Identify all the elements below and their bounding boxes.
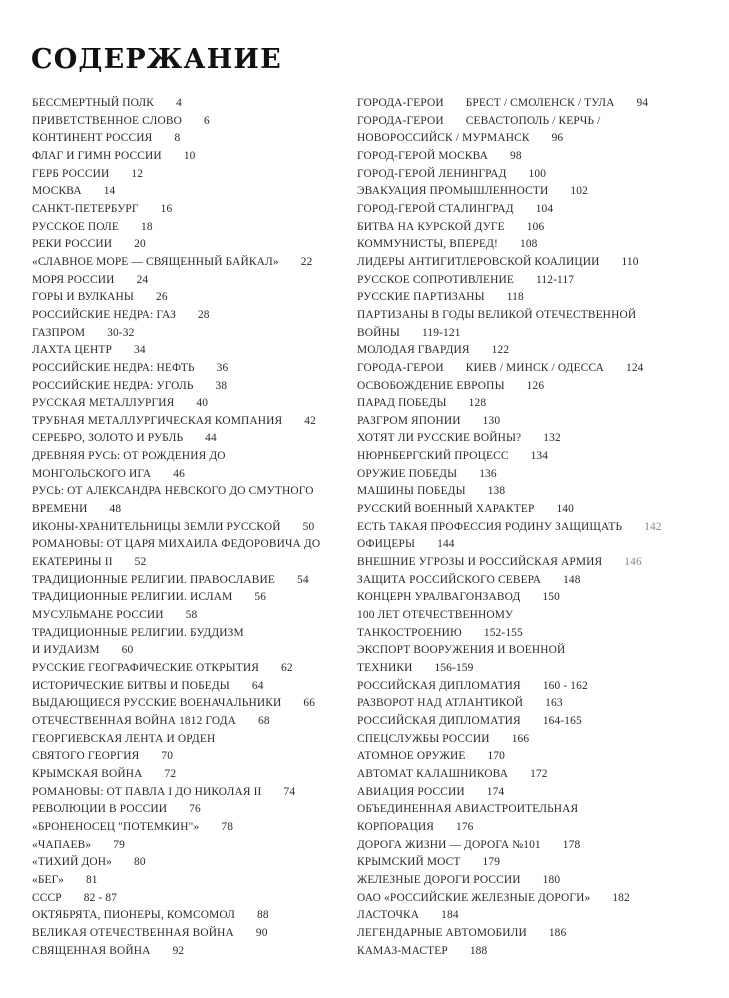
toc-page-number: 164-165: [542, 714, 582, 727]
toc-entry-subtitle: КИЕВ / МИНСК / ОДЕССА: [465, 361, 604, 374]
toc-page-number: 188: [469, 944, 488, 957]
toc-entry-title: МОСКВА: [32, 185, 82, 198]
toc-entry-title: РАЗВОРОТ НАД АТЛАНТИКОЙ: [357, 697, 524, 710]
toc-entry: [357, 413, 717, 431]
toc-page-number: 18: [141, 220, 153, 233]
toc-entry-title: КОНТИНЕНТ РОССИЯ: [32, 132, 153, 145]
toc-entry: [32, 166, 350, 184]
toc-entry-title: ДОРОГА ЖИЗНИ — ДОРОГА №101: [357, 838, 541, 851]
toc-page-number: 30-32: [107, 326, 135, 339]
toc-entry: [32, 254, 350, 272]
toc-entry-title: ПАРАД ПОБЕДЫ: [357, 397, 447, 410]
toc-page-number: 70: [161, 750, 174, 763]
toc-entry-title: КОММУНИСТЫ, ВПЕРЕД!: [357, 238, 498, 251]
toc-entry: [32, 307, 350, 325]
toc-entry: [32, 943, 350, 961]
toc-page-number: 44: [205, 432, 217, 445]
toc-page-number: 54: [297, 573, 309, 586]
toc-entry-title: ЭВАКУАЦИЯ ПРОМЫШЛЕННОСТИ: [357, 185, 549, 198]
toc-entry-title: ТРАДИЦИОННЫЕ РЕЛИГИИ. ПРАВОСЛАВИЕ: [32, 573, 276, 586]
toc-entry: [357, 589, 717, 607]
toc-entry-title: АВИАЦИЯ РОССИИ: [357, 785, 465, 798]
toc-entry-title: И ИУДАИЗМ: [32, 644, 100, 657]
toc-entry: [32, 183, 350, 201]
toc-page-number: 78: [221, 820, 234, 833]
toc-entry-title: ВЫДАЮЩИЕСЯ РУССКИЕ ВОЕНАЧАЛЬНИКИ: [32, 697, 282, 710]
toc-page-number: 124: [625, 361, 644, 374]
toc-entry: [357, 784, 717, 802]
toc-page-number: 66: [303, 697, 316, 710]
toc-entry-title: ВНЕШНИЕ УГРОЗЫ И РОССИЙСКАЯ АРМИЯ: [357, 556, 603, 569]
toc-entry-title: ЛАСТОЧКА: [357, 909, 420, 922]
toc-entry: [32, 784, 350, 802]
toc-entry: [32, 907, 350, 925]
toc-entry: [357, 395, 717, 413]
toc-entry-title: ЭКСПОРТ ВООРУЖЕНИЯ И ВОЕННОЙ: [357, 644, 566, 657]
toc-page-number: 58: [185, 609, 198, 622]
toc-page-number: 184: [441, 909, 459, 922]
toc-page-number: 112-117: [536, 273, 575, 286]
toc-entry-title: ГЕРБ РОССИИ: [32, 167, 110, 180]
toc-entry-title: РАЗГРОМ ЯПОНИИ: [357, 414, 461, 427]
toc-entry: [357, 272, 717, 290]
toc-entry: [357, 166, 717, 184]
toc-page-number: 10: [183, 149, 196, 162]
toc-entry: [32, 766, 350, 784]
toc-entry-title: ГЕОРГИЕВСКАЯ ЛЕНТА И ОРДЕН: [32, 732, 216, 745]
toc-entry-title: МАШИНЫ ПОБЕДЫ: [357, 485, 466, 498]
toc-entry-title: ЕСТЬ ТАКАЯ ПРОФЕССИЯ РОДИНУ ЗАЩИЩАТЬ: [357, 520, 623, 533]
toc-page-number: 182: [612, 891, 630, 904]
toc-entry: [32, 642, 350, 660]
toc-entry-title: БЕССМЕРТНЫЙ ПОЛК: [32, 97, 155, 109]
toc-entry: [357, 325, 717, 343]
toc-page-number: 88: [257, 909, 269, 922]
page-title: СОДЕРЖАНИЕ: [31, 44, 282, 75]
toc-page-number: 6: [203, 114, 210, 127]
toc-page-number: 119-121: [421, 326, 461, 339]
toc-entry-title: «СЛАВНОЕ МОРЕ — СВЯЩЕННЫЙ БАЙКАЛ»: [32, 255, 279, 268]
toc-page-number: 79: [113, 838, 125, 851]
toc-entry: [32, 678, 350, 696]
toc-entry-title: АВТОМАТ КАЛАШНИКОВА: [357, 767, 509, 780]
toc-page-number: 130: [482, 414, 501, 427]
toc-page-number: 36: [216, 361, 229, 374]
toc-entry-title: ОАО «РОССИЙСКИЕ ЖЕЛЕЗНЫЕ ДОРОГИ»: [357, 891, 591, 904]
toc-page-number: 163: [545, 697, 563, 710]
toc-entry: [32, 342, 350, 360]
toc-entry: [357, 483, 717, 501]
toc-entry: [32, 713, 350, 731]
toc-entry-subtitle: СЕВАСТОПОЛЬ / КЕРЧЬ /: [465, 114, 601, 127]
toc-entry-title: ГАЗПРОМ: [32, 326, 86, 339]
toc-entry: [357, 430, 717, 448]
toc-page-number: 28: [197, 308, 210, 321]
toc-page-number: 81: [85, 873, 98, 886]
toc-entry: [357, 219, 717, 237]
toc-entry: [357, 254, 717, 272]
toc-entry: [357, 95, 717, 113]
toc-entry-title: РОМАНОВЫ: ОТ ПАВЛА I ДО НИКОЛАЯ II: [32, 785, 262, 798]
toc-entry: [357, 307, 717, 325]
toc-page-number: 90: [255, 926, 268, 939]
toc-page-number: 172: [530, 767, 548, 780]
toc-entry-title: «БЕГ»: [32, 873, 64, 886]
toc-entry-title: «БРОНЕНОСЕЦ "ПОТЕМКИН"»: [32, 820, 200, 833]
toc-entry-title: РУССКИЕ ГЕОГРАФИЧЕСКИЕ ОТКРЫТИЯ: [32, 662, 259, 674]
toc-page-number: 104: [535, 202, 554, 215]
toc-page-number: 138: [487, 485, 506, 498]
toc-page-number: 20: [134, 238, 146, 251]
toc-entry: [32, 95, 350, 113]
toc-entry: [32, 236, 350, 254]
toc-entry: [357, 236, 717, 254]
toc-entry-title: ИКОНЫ-ХРАНИТЕЛЬНИЦЫ ЗЕМЛИ РУССКОЙ: [32, 520, 281, 533]
toc-page-number: 94: [636, 97, 649, 109]
toc-entry: [32, 219, 350, 237]
toc-entry: [357, 130, 717, 148]
toc-entry-title: РУССКИЕ ПАРТИЗАНЫ: [357, 291, 485, 304]
toc-page-number: 50: [302, 520, 315, 533]
toc-page-number: 102: [570, 185, 588, 198]
toc-entry: [32, 413, 350, 431]
toc-entry-title: СЕРЕБРО, ЗОЛОТО И РУБЛЬ: [32, 432, 184, 445]
toc-entry: [32, 589, 350, 607]
toc-page-number: 72: [164, 767, 177, 780]
toc-entry-title: КАМАЗ-МАСТЕР: [357, 944, 448, 957]
toc-page-number: 42: [304, 414, 316, 427]
toc-entry-title: МОРЯ РОССИИ: [32, 273, 115, 286]
toc-entry: [357, 448, 717, 466]
toc-entry: [32, 854, 350, 872]
toc-entry: [32, 395, 350, 413]
toc-page-number: 106: [526, 220, 545, 233]
toc-entry-title: ГОРОДА-ГЕРОИ: [357, 361, 444, 374]
toc-page-number: 96: [551, 132, 564, 145]
toc-entry-title: ЛИДЕРЫ АНТИГИТЛЕРОВСКОЙ КОАЛИЦИИ: [357, 255, 600, 268]
toc-page-number: 92: [172, 944, 185, 957]
toc-entry: [357, 925, 717, 943]
toc-entry: [32, 554, 350, 572]
toc-page-number: 128: [468, 397, 487, 410]
toc-page-number: 74: [283, 785, 296, 798]
toc-entry-title: ОРУЖИЕ ПОБЕДЫ: [357, 467, 458, 480]
toc-page-number: 68: [258, 714, 270, 727]
toc-entry: [357, 378, 717, 396]
toc-entry-title: ГОРОД-ГЕРОЙ МОСКВА: [357, 149, 489, 162]
toc-entry: [32, 130, 350, 148]
toc-page-number: 176: [455, 820, 474, 833]
toc-entry: [32, 483, 350, 501]
toc-page-number: 156-159: [434, 662, 474, 674]
toc-entry: [32, 660, 350, 678]
toc-entry-title: МУСУЛЬМАНЕ РОССИИ: [32, 609, 164, 622]
toc-entry: [357, 872, 717, 890]
toc-entry: [32, 378, 350, 396]
toc-entry-title: ТЕХНИКИ: [357, 662, 413, 674]
toc-entry: [32, 801, 350, 819]
toc-entry: [357, 519, 717, 537]
toc-entry-title: ФЛАГ И ГИМН РОССИИ: [32, 149, 162, 162]
toc-page-number: 8: [174, 132, 181, 145]
toc-entry: [357, 148, 717, 166]
toc-entry-title: СВЯТОГО ГЕОРГИЯ: [32, 750, 140, 763]
toc-entry-title: ТАНКОСТРОЕНИЮ: [357, 626, 462, 639]
toc-entry: [32, 536, 350, 554]
toc-page-number: 186: [548, 926, 567, 939]
toc-entry: [357, 801, 717, 819]
toc-page-number: 166: [511, 732, 530, 745]
toc-page-number: 150: [542, 591, 560, 604]
toc-entry-title: ВЕЛИКАЯ ОТЕЧЕСТВЕННАЯ ВОЙНА: [32, 926, 234, 939]
toc-entry-title: РОМАНОВЫ: ОТ ЦАРЯ МИХАИЛА ФЕДОРОВИЧА ДО: [32, 538, 321, 551]
toc-entry: [32, 501, 350, 519]
toc-entry-title: СПЕЦСЛУЖБЫ РОССИИ: [357, 732, 490, 745]
toc-page-number: 40: [196, 397, 209, 410]
toc-entry: [32, 289, 350, 307]
toc-entry-title: ПАРТИЗАНЫ В ГОДЫ ВЕЛИКОЙ ОТЕЧЕСТВЕННОЙ: [357, 308, 637, 321]
toc-page-number: 134: [530, 450, 549, 463]
toc-entry: [357, 360, 717, 378]
toc-page-number: 24: [136, 273, 149, 286]
toc-entry-title: ЛАХТА ЦЕНТР: [32, 344, 112, 357]
toc-entry-title: АТОМНОЕ ОРУЖИЕ: [357, 750, 466, 763]
toc-entry-title: КОНЦЕРН УРАЛВАГОНЗАВОД: [357, 591, 521, 604]
toc-entry: [357, 554, 717, 572]
toc-entry-title: РУССКАЯ МЕТАЛЛУРГИЯ: [32, 397, 175, 410]
toc-entry-title: ИСТОРИЧЕСКИЕ БИТВЫ И ПОБЕДЫ: [32, 679, 230, 692]
toc-page-number: 174: [486, 785, 505, 798]
toc-entry-title: БИТВА НА КУРСКОЙ ДУГЕ: [357, 220, 505, 233]
toc-entry-title: ГОРЫ И ВУЛКАНЫ: [32, 291, 134, 304]
toc-entry: [357, 713, 717, 731]
toc-entry: [357, 748, 717, 766]
toc-entry-title: ТРАДИЦИОННЫЕ РЕЛИГИИ. ИСЛАМ: [32, 591, 233, 604]
toc-entry-title: РУСЬ: ОТ АЛЕКСАНДРА НЕВСКОГО ДО СМУТНОГО: [32, 485, 314, 498]
toc-page-number: 46: [173, 467, 185, 480]
toc-entry-title: РЕКИ РОССИИ: [32, 238, 113, 251]
toc-entry: [357, 342, 717, 360]
toc-entry: [32, 325, 350, 343]
toc-entry: [357, 837, 717, 855]
toc-entry: [32, 890, 350, 908]
toc-entry: [32, 925, 350, 943]
toc-entry: [357, 466, 717, 484]
toc-entry-title: РУССКОЕ ПОЛЕ: [32, 220, 120, 233]
toc-entry: [32, 360, 350, 378]
toc-entry-title: ХОТЯТ ЛИ РУССКИЕ ВОЙНЫ?: [357, 432, 522, 445]
toc-entry-title: РОССИЙСКИЕ НЕДРА: НЕФТЬ: [32, 361, 195, 374]
toc-entry-title: КРЫМСКАЯ ВОЙНА: [32, 767, 143, 780]
toc-entry: [357, 731, 717, 749]
toc-entry-title: МОНГОЛЬСКОГО ИГА: [32, 467, 152, 480]
toc-page-number: 142: [644, 520, 662, 533]
toc-entry-title: ГОРОДА-ГЕРОИ: [357, 97, 444, 109]
toc-entry-title: ОСВОБОЖДЕНИЕ ЕВРОПЫ: [357, 379, 505, 392]
toc-entry-title: ОТЕЧЕСТВЕННАЯ ВОЙНА 1812 ГОДА: [32, 714, 237, 727]
toc-entry: [357, 907, 717, 925]
toc-entry: [357, 625, 717, 643]
toc-left-column: [32, 95, 350, 960]
toc-page-number: 82 - 87: [83, 891, 118, 904]
toc-right-column: [357, 95, 717, 960]
toc-page-number: 60: [121, 644, 134, 657]
toc-entry: [32, 731, 350, 749]
toc-page-number: 122: [491, 344, 510, 357]
toc-page-number: 14: [103, 185, 116, 198]
toc-page-number: 100: [528, 167, 547, 180]
toc-page-number: 178: [562, 838, 581, 851]
toc-entry-title: ЖЕЛЕЗНЫЕ ДОРОГИ РОССИИ: [357, 873, 521, 886]
toc-entry: [357, 890, 717, 908]
toc-entry: [357, 642, 717, 660]
toc-entry: [32, 148, 350, 166]
toc-entry: [357, 536, 717, 554]
toc-entry-title: ТРАДИЦИОННЫЕ РЕЛИГИИ. БУДДИЗМ: [32, 626, 244, 639]
toc-entry-title: РУССКОЕ СОПРОТИВЛЕНИЕ: [357, 273, 514, 286]
toc-entry-title: ВРЕМЕНИ: [32, 503, 88, 516]
toc-entry-subtitle: БРЕСТ / СМОЛЕНСК / ТУЛА: [465, 97, 615, 109]
toc-entry: [32, 466, 350, 484]
toc-entry: [32, 819, 350, 837]
toc-entry-title: РОССИЙСКАЯ ДИПЛОМАТИЯ: [357, 714, 521, 727]
toc-page-number: 34: [134, 344, 146, 357]
toc-entry: [357, 854, 717, 872]
toc-entry-title: РОССИЙСКИЕ НЕДРА: УГОЛЬ: [32, 379, 194, 392]
toc-page-number: 118: [506, 291, 524, 304]
toc-page-number: 108: [519, 238, 538, 251]
toc-entry-title: ДРЕВНЯЯ РУСЬ: ОТ РОЖДЕНИЯ ДО: [32, 450, 226, 463]
toc-entry: [32, 748, 350, 766]
toc-page-number: 152-155: [483, 626, 523, 639]
toc-page-number: 110: [621, 255, 639, 268]
toc-page-number: 48: [109, 503, 122, 516]
toc-entry-title: САНКТ-ПЕТЕРБУРГ: [32, 202, 139, 215]
toc-entry: [32, 607, 350, 625]
toc-entry-title: МОЛОДАЯ ГВАРДИЯ: [357, 344, 470, 357]
toc-entry: [357, 660, 717, 678]
toc-page-number: 38: [215, 379, 228, 392]
toc-entry-title: ГОРОДА-ГЕРОИ: [357, 114, 444, 127]
toc-page-number: 148: [563, 573, 581, 586]
toc-entry-title: РУССКИЙ ВОЕННЫЙ ХАРАКТЕР: [357, 503, 535, 516]
toc-entry-title: РОССИЙСКИЕ НЕДРА: ГАЗ: [32, 308, 176, 321]
toc-page-number: 80: [133, 856, 146, 869]
toc-page-number: 56: [254, 591, 267, 604]
toc-page-number: 26: [155, 291, 168, 304]
toc-entry-title: ОФИЦЕРЫ: [357, 538, 416, 551]
toc-entry: [32, 113, 350, 131]
toc-page-number: 180: [542, 873, 561, 886]
toc-entry-title: ГОРОД-ГЕРОЙ СТАЛИНГРАД: [357, 202, 514, 215]
toc-entry: [357, 766, 717, 784]
toc-entry-title: ЛЕГЕНДАРНЫЕ АВТОМОБИЛИ: [357, 926, 527, 939]
toc-entry: [32, 625, 350, 643]
toc-entry: [32, 272, 350, 290]
toc-page-number: 76: [189, 803, 201, 816]
toc-entry-title: ТРУБНАЯ МЕТАЛЛУРГИЧЕСКАЯ КОМПАНИЯ: [32, 414, 283, 427]
toc-entry-title: ВОЙНЫ: [357, 326, 400, 339]
toc-entry: [357, 183, 717, 201]
toc-page-number: 170: [487, 750, 506, 763]
toc-entry-title: ЕКАТЕРИНЫ II: [32, 556, 113, 569]
toc-entry-title: ОБЪЕДИНЕННАЯ АВИАСТРОИТЕЛЬНАЯ: [357, 803, 579, 816]
toc-page-number: 136: [479, 467, 497, 480]
toc-entry: [357, 943, 717, 961]
toc-entry: [32, 872, 350, 890]
toc-entry-title: ОКТЯБРЯТА, ПИОНЕРЫ, КОМСОМОЛ: [32, 909, 236, 922]
toc-entry-title: КОРПОРАЦИЯ: [357, 820, 434, 833]
toc-entry: [357, 607, 717, 625]
toc-page-number: 22: [300, 255, 313, 268]
toc-entry-title: 100 ЛЕТ ОТЕЧЕСТВЕННОМУ: [357, 609, 514, 622]
toc-entry: [357, 695, 717, 713]
toc-page-number: 140: [556, 503, 574, 516]
toc-entry: [357, 201, 717, 219]
toc-entry-title: НЮРНБЕРГСКИЙ ПРОЦЕСС: [357, 450, 509, 463]
toc-entry-title: НОВОРОССИЙСК / МУРМАНСК: [357, 132, 530, 145]
toc-page-number: 64: [251, 679, 264, 692]
toc-entry-title: СССР: [32, 891, 62, 904]
toc-entry: [357, 113, 717, 131]
toc-page-number: 179: [482, 856, 501, 869]
toc-page-number: 12: [131, 167, 144, 180]
toc-entry: [32, 519, 350, 537]
toc-page-number: 16: [160, 202, 173, 215]
toc-entry: [32, 695, 350, 713]
toc-page-number: 98: [510, 149, 522, 162]
toc-entry: [32, 837, 350, 855]
toc-entry-title: «ТИХИЙ ДОН»: [32, 856, 112, 869]
toc-entry-title: РОССИЙСКАЯ ДИПЛОМАТИЯ: [357, 679, 521, 692]
toc-entry: [32, 430, 350, 448]
toc-entry: [32, 448, 350, 466]
toc-entry-title: ЗАЩИТА РОССИЙСКОГО СЕВЕРА: [357, 573, 542, 586]
toc-page-number: 52: [134, 556, 147, 569]
toc-entry: [357, 501, 717, 519]
toc-entry: [357, 289, 717, 307]
toc-page-number: 160 - 162: [542, 679, 588, 692]
toc-entry: [32, 572, 350, 590]
toc-page-number: 62: [280, 662, 293, 674]
toc-entry-title: ГОРОД-ГЕРОЙ ЛЕНИНГРАД: [357, 167, 507, 180]
toc-entry-title: КРЫМСКИЙ МОСТ: [357, 856, 461, 869]
toc-entry: [357, 572, 717, 590]
toc-entry-title: РЕВОЛЮЦИИ В РОССИИ: [32, 803, 168, 816]
toc-page-number: 132: [543, 432, 561, 445]
toc-page-number: 4: [176, 97, 182, 109]
toc-entry: [357, 819, 717, 837]
toc-entry: [357, 678, 717, 696]
toc-page-number: 146: [624, 556, 642, 569]
toc-entry-title: ПРИВЕТСТВЕННОЕ СЛОВО: [32, 114, 182, 127]
toc-entry-title: «ЧАПАЕВ»: [32, 838, 92, 851]
toc-page-number: 126: [526, 379, 545, 392]
toc-page-number: 144: [437, 538, 455, 551]
toc-entry: [32, 201, 350, 219]
toc-entry-title: СВЯЩЕННАЯ ВОЙНА: [32, 944, 151, 957]
